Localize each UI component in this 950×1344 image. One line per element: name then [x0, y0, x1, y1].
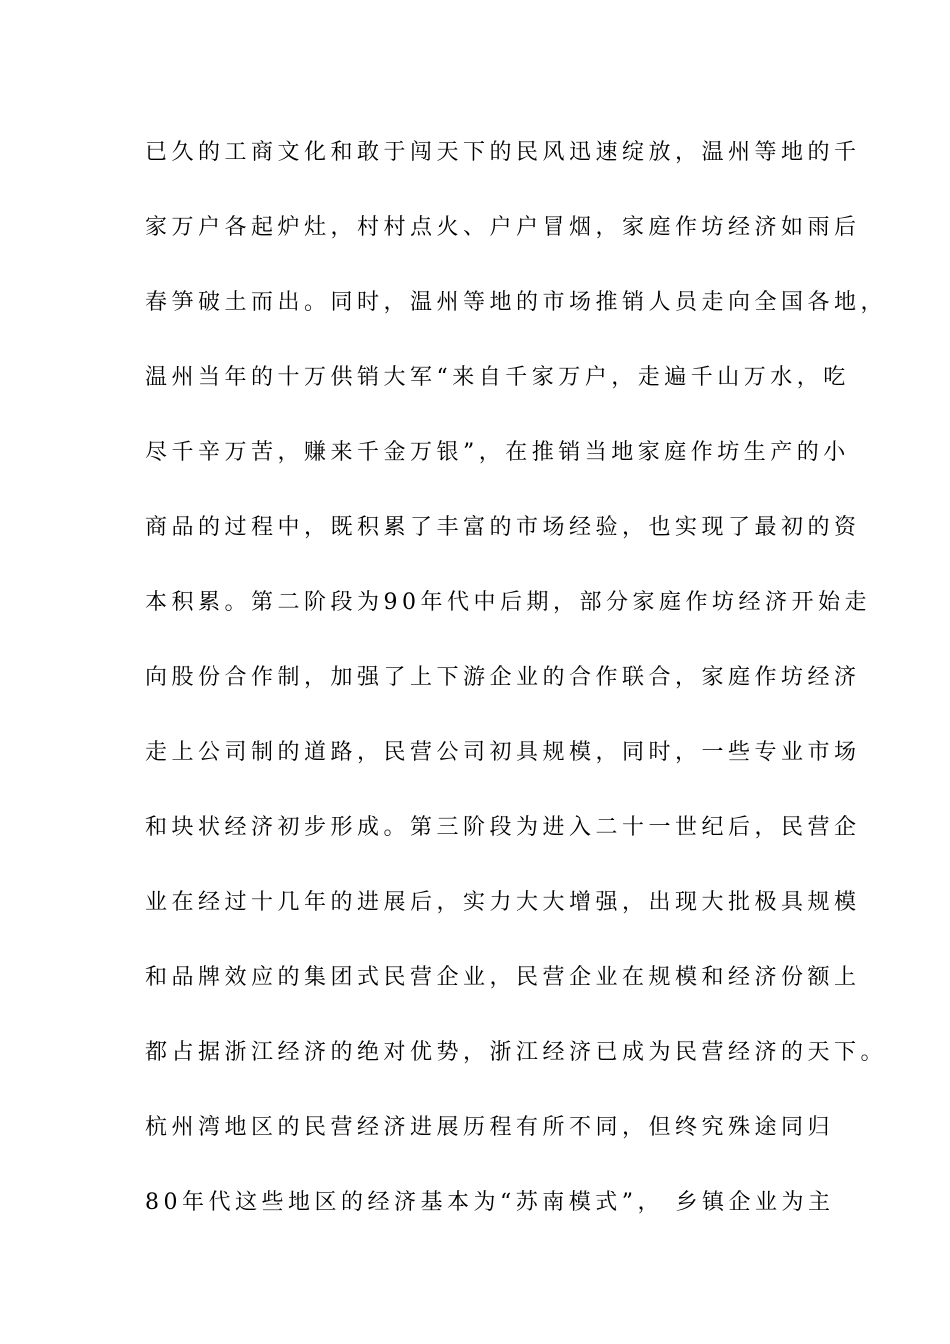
- text-line: 家万户各起炉灶，村村点火、户户冒烟，家庭作坊经济如雨后: [145, 215, 861, 240]
- text-line: 业在经过十几年的进展后，实力大大增强，出现大批极具规模: [145, 890, 861, 915]
- text-line: 已久的工商文化和敢于闯天下的民风迅速绽放，温州等地的千: [145, 140, 861, 165]
- text-line: 和块状经济初步形成。第三阶段为进入二十一世纪后，民营企: [145, 815, 861, 840]
- text-line: 向股份合作制，加强了上下游企业的合作联合，家庭作坊经济: [145, 665, 861, 690]
- text-line: 和品牌效应的集团式民营企业，民营企业在规模和经济份额上: [145, 965, 861, 990]
- text-line: 杭州湾地区的民营经济进展历程有所不同，但终究殊途同归: [145, 1115, 835, 1140]
- text-line: 商品的过程中，既积累了丰富的市场经验，也实现了最初的资: [145, 515, 861, 540]
- text-line: 温州当年的十万供销大军“来自千家万户，走遍千山万水，吃: [145, 365, 850, 390]
- body-text: [145, 133, 888, 1258]
- text-line: 春笋破土而出。同时，温州等地的市场推销人员走向全国各地，: [145, 290, 888, 315]
- text-line: 都占据浙江经济的绝对优势，浙江经济已成为民营经济的天下。: [145, 1040, 888, 1065]
- text-line: 尽千辛万苦，赚来千金万银”，在推销当地家庭作坊生产的小: [145, 440, 850, 465]
- text-line: 本积累。第二阶段为90年代中后期，部分家庭作坊经济开始走: [145, 590, 871, 615]
- text-line: 80年代这些地区的经济基本为“苏南模式”， 乡镇企业为主: [145, 1190, 835, 1215]
- text-line: 走上公司制的道路，民营公司初具规模，同时，一些专业市场: [145, 740, 861, 765]
